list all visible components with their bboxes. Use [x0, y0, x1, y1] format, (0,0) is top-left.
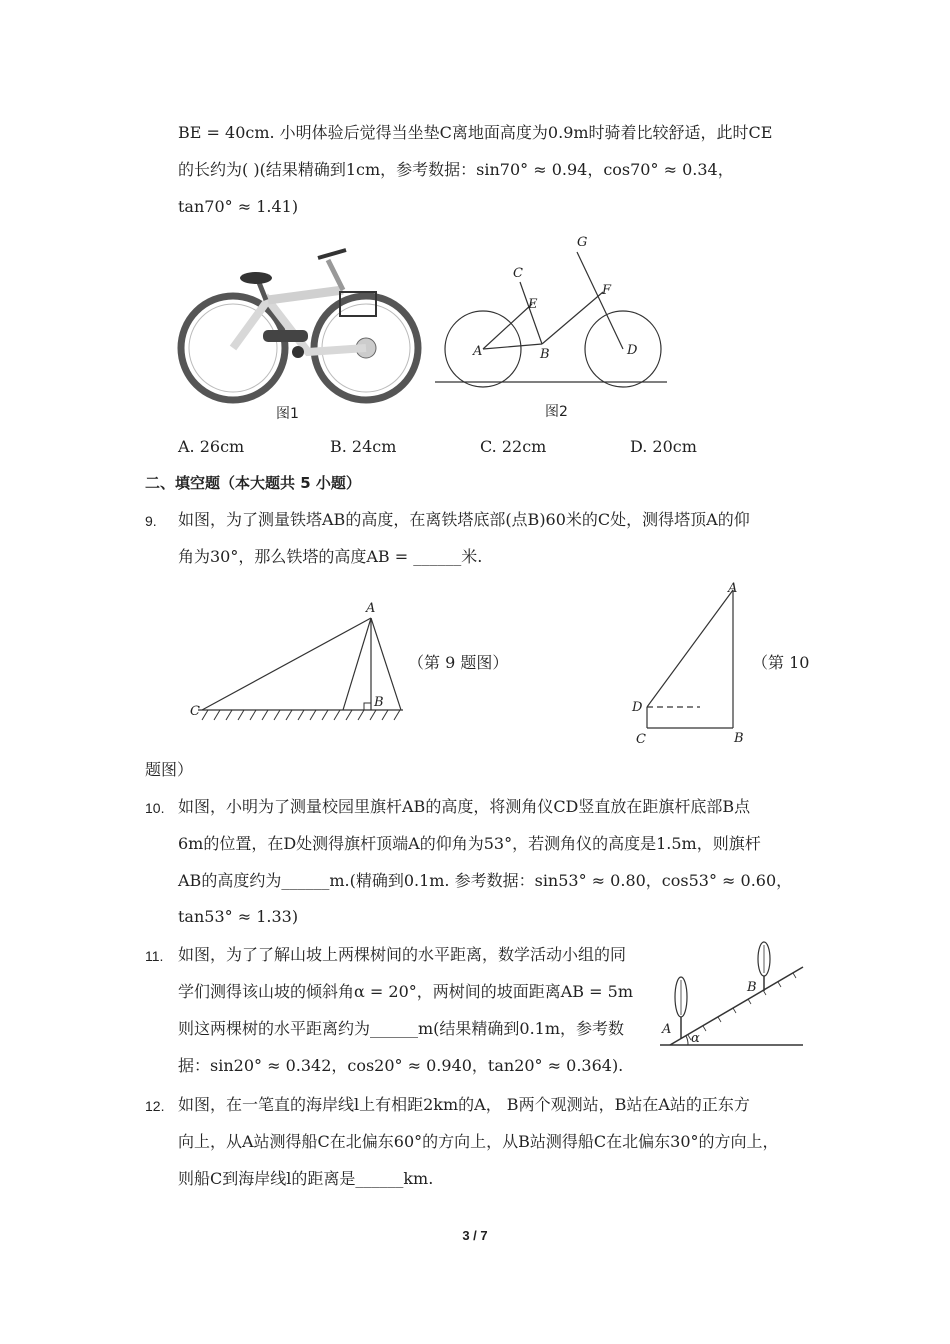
q11-label-a: A	[662, 1022, 672, 1037]
q10-flagpole-diagram	[630, 580, 750, 750]
fig2-label-f: F	[602, 283, 612, 298]
fig2-caption: 图2	[545, 404, 568, 420]
fig1-caption: 图1	[276, 406, 299, 422]
q9-fig-caption: （第 9 题图）	[408, 653, 509, 672]
q9-label-a: A	[366, 601, 376, 616]
q11-line4: 据：sin20° ≈ 0.342，cos20° ≈ 0.940，tan20° ≈ 0.364).	[178, 1056, 624, 1075]
q10-line1: 如图，小明为了测量校园里旗杆AB的高度，将测角仪CD竖直放在距旗杆底部B点	[178, 797, 751, 816]
q10-line4: tan53° ≈ 1.33)	[178, 907, 299, 926]
q10-fig-caption-a: （第 10	[752, 653, 810, 672]
q11-slope-diagram	[658, 935, 808, 1050]
q9-label-c: C	[190, 704, 200, 719]
fig2-label-b: B	[540, 347, 550, 362]
q11-label-alpha: α	[691, 1031, 700, 1046]
q12-line3: 则船C到海岸线l的距离是______km.	[178, 1169, 434, 1188]
q8-line3: tan70° ≈ 1.41)	[178, 197, 299, 216]
q11-line3: 则这两棵树的水平距离约为______m(结果精确到0.1m，参考数	[178, 1019, 625, 1038]
q9-line2: 角为30°，那么铁塔的高度AB = ______米.	[178, 547, 483, 566]
q11-number: 11.	[145, 948, 164, 964]
q8-option-c: C. 22cm	[480, 437, 547, 456]
page-number: 3 / 7	[462, 1228, 488, 1243]
q8-option-a: A. 26cm	[178, 437, 245, 456]
q10-line3: AB的高度约为______m.(精确到0.1m. 参考数据：sin53° ≈ 0.80，cos53° ≈ 0.60，	[178, 871, 793, 890]
fig2-label-e: E	[528, 297, 538, 312]
q8-line2: 的长约为( )(结果精确到1cm，参考数据：sin70° ≈ 0.94，cos70° ≈ 0.34，	[178, 160, 734, 179]
q12-line2: 向上，从A站测得船C在北偏东60°的方向上，从B站测得船C在北偏东30°的方向上，	[178, 1132, 779, 1151]
q8-option-d: D. 20cm	[630, 437, 697, 456]
section-title: 二、填空题（本大题共 5 小题）	[145, 474, 361, 492]
q10-line2: 6m的位置，在D处测得旗杆顶端A的仰角为53°，若测角仪的高度是1.5m，则旗杆	[178, 834, 761, 853]
q10-fig-caption-b: 题图）	[145, 760, 194, 779]
q8-line1: BE = 40cm. 小明体验后觉得当坐垫C离地面高度为0.9m时骑着比较舒适，此时CE	[178, 123, 773, 142]
fig2-label-a: A	[473, 344, 483, 359]
bicycle-diagram	[435, 232, 675, 392]
q12-number: 12.	[145, 1098, 165, 1114]
q11-label-b: B	[747, 980, 757, 995]
q11-line2: 学们测得该山坡的倾斜角α = 20°，两树间的坡面距离AB = 5m	[178, 982, 633, 1001]
q10-label-a: A	[728, 581, 738, 596]
q10-number: 10.	[145, 800, 165, 816]
q10-label-b: B	[734, 731, 744, 746]
q9-tower-diagram	[188, 598, 418, 728]
q11-line1: 如图，为了了解山坡上两棵树间的水平距离，数学活动小组的同	[178, 945, 627, 964]
q9-label-b: B	[374, 695, 384, 710]
q10-label-c: C	[636, 732, 646, 747]
q9-number: 9.	[145, 513, 157, 529]
q12-line1: 如图，在一笔直的海岸线l上有相距2km的A， B两个观测站，B站在A站的正东方	[178, 1095, 750, 1114]
q8-option-b: B. 24cm	[330, 437, 397, 456]
fig2-label-g: G	[577, 235, 588, 250]
bicycle-figure	[178, 240, 418, 400]
q9-line1: 如图，为了测量铁塔AB的高度，在离铁塔底部(点B)60米的C处，测得塔顶A的仰	[178, 510, 750, 529]
fig2-label-d: D	[627, 343, 638, 358]
fig2-label-c: C	[513, 266, 523, 281]
q10-label-d: D	[632, 700, 643, 715]
